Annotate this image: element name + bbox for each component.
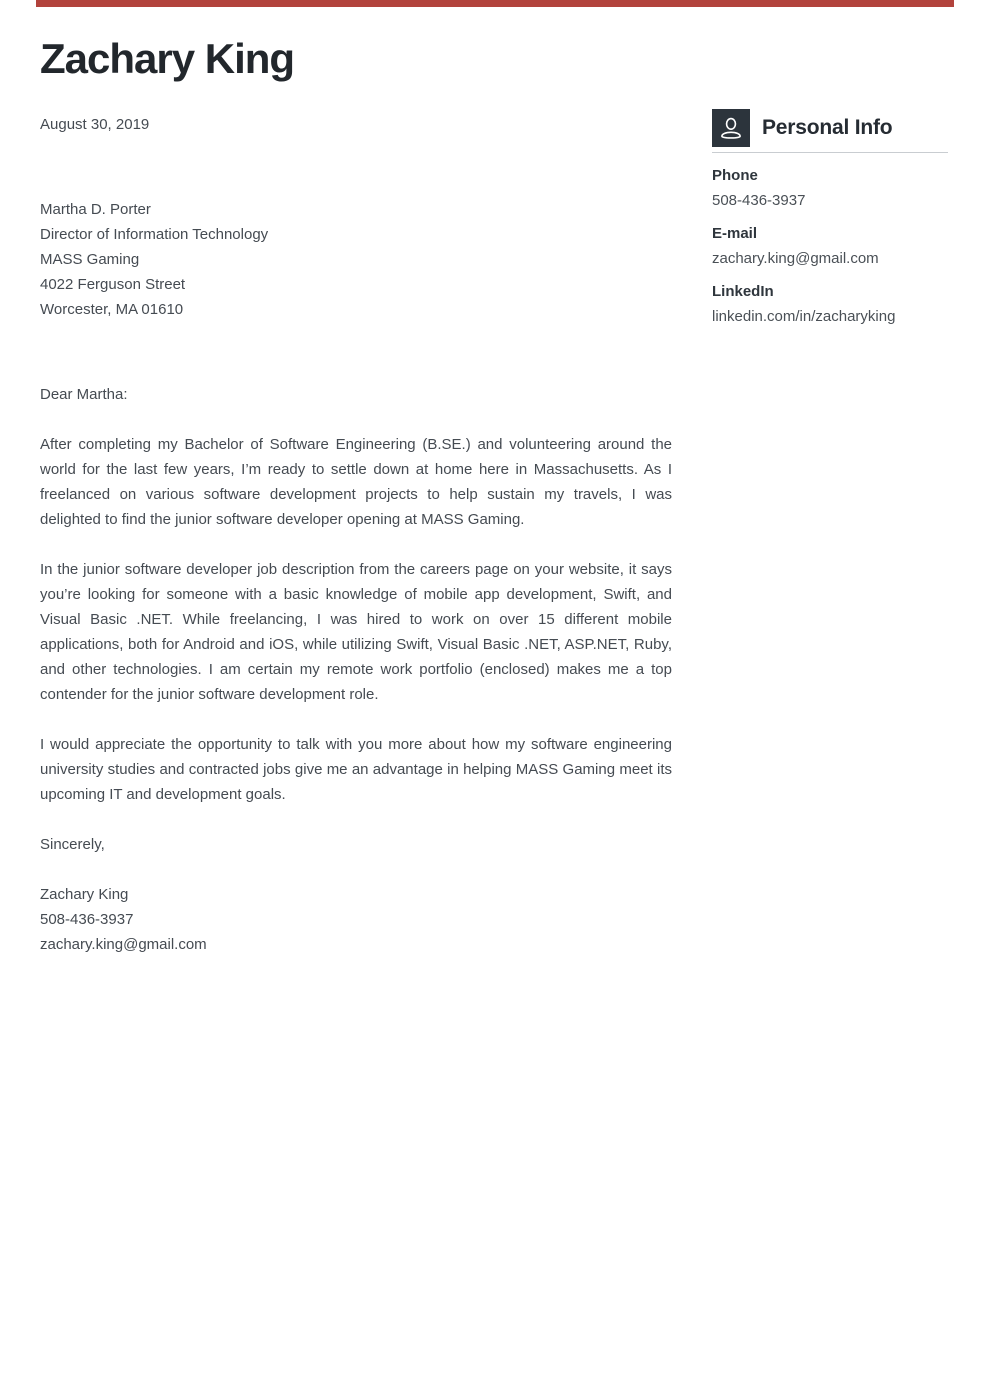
person-icon [712, 109, 750, 147]
sidebar-item-phone [712, 163, 948, 213]
recipient-street: 4022 Ferguson Street [40, 276, 186, 293]
sidebar-items [712, 163, 948, 329]
linkedin-label: LinkedIn [712, 283, 774, 300]
page-title: Zachary King [40, 35, 295, 82]
email-value: zachary.king@gmail.com [712, 250, 879, 267]
phone-value: 508-436-3937 [712, 192, 806, 209]
recipient-block [40, 197, 672, 322]
email-label: E-mail [712, 225, 758, 242]
personal-info-header [712, 109, 948, 147]
signature-phone: 508-436-3937 [40, 911, 134, 928]
letter-paragraph-2: In the junior software developer job description from the careers page on your website, it says you’re looking for someone with a basic knowledge of mobile app development, Swift, and Visual Basic .NET. While freelancing, I was hired to work on over 15 different mobile applications, both for Android and iOS, while utilizing Swift, Visual Basic .NET, ASP.NET, Ruby, and other technologies. I am certain my remote work portfolio (enclosed) makes me a top contender for the junior software development role. [40, 561, 672, 703]
salutation: Dear Martha: [40, 386, 128, 403]
signature-block [40, 882, 672, 957]
recipient-city: Worcester, MA 01610 [40, 301, 184, 318]
signature-name: Zachary King [40, 886, 129, 903]
closing: Sincerely, [40, 836, 105, 853]
signature-email: zachary.king@gmail.com [40, 936, 207, 953]
linkedin-value: linkedin.com/in/zacharyking [712, 308, 896, 325]
letter-paragraph-3: I would appreciate the opportunity to talk with you more about how my software engineering university studies and contracted jobs give me an advantage in helping MASS Gaming meet its upcoming IT and development goals. [40, 736, 672, 803]
recipient-title: Director of Information Technology [40, 226, 269, 243]
sidebar-title: Personal Info [762, 116, 893, 139]
recipient-name: Martha D. Porter [40, 201, 151, 218]
sidebar-item-linkedin [712, 279, 948, 329]
recipient-company: MASS Gaming [40, 251, 140, 268]
letter-column [40, 0, 672, 957]
sidebar-item-email [712, 221, 948, 271]
letter-paragraph-1: After completing my Bachelor of Software Engineering (B.SE.) and volunteering around the world for the last few years, I’m ready to settle down at home here in Massachusetts. As I freelanced on various software development projects to help sustain my travels, I was delighted to find the junior software developer opening at MASS Gaming. [40, 436, 672, 528]
personal-info-sidebar [712, 109, 948, 337]
letter-date: August 30, 2019 [40, 116, 150, 133]
sidebar-divider [712, 152, 948, 153]
phone-label: Phone [712, 167, 758, 184]
